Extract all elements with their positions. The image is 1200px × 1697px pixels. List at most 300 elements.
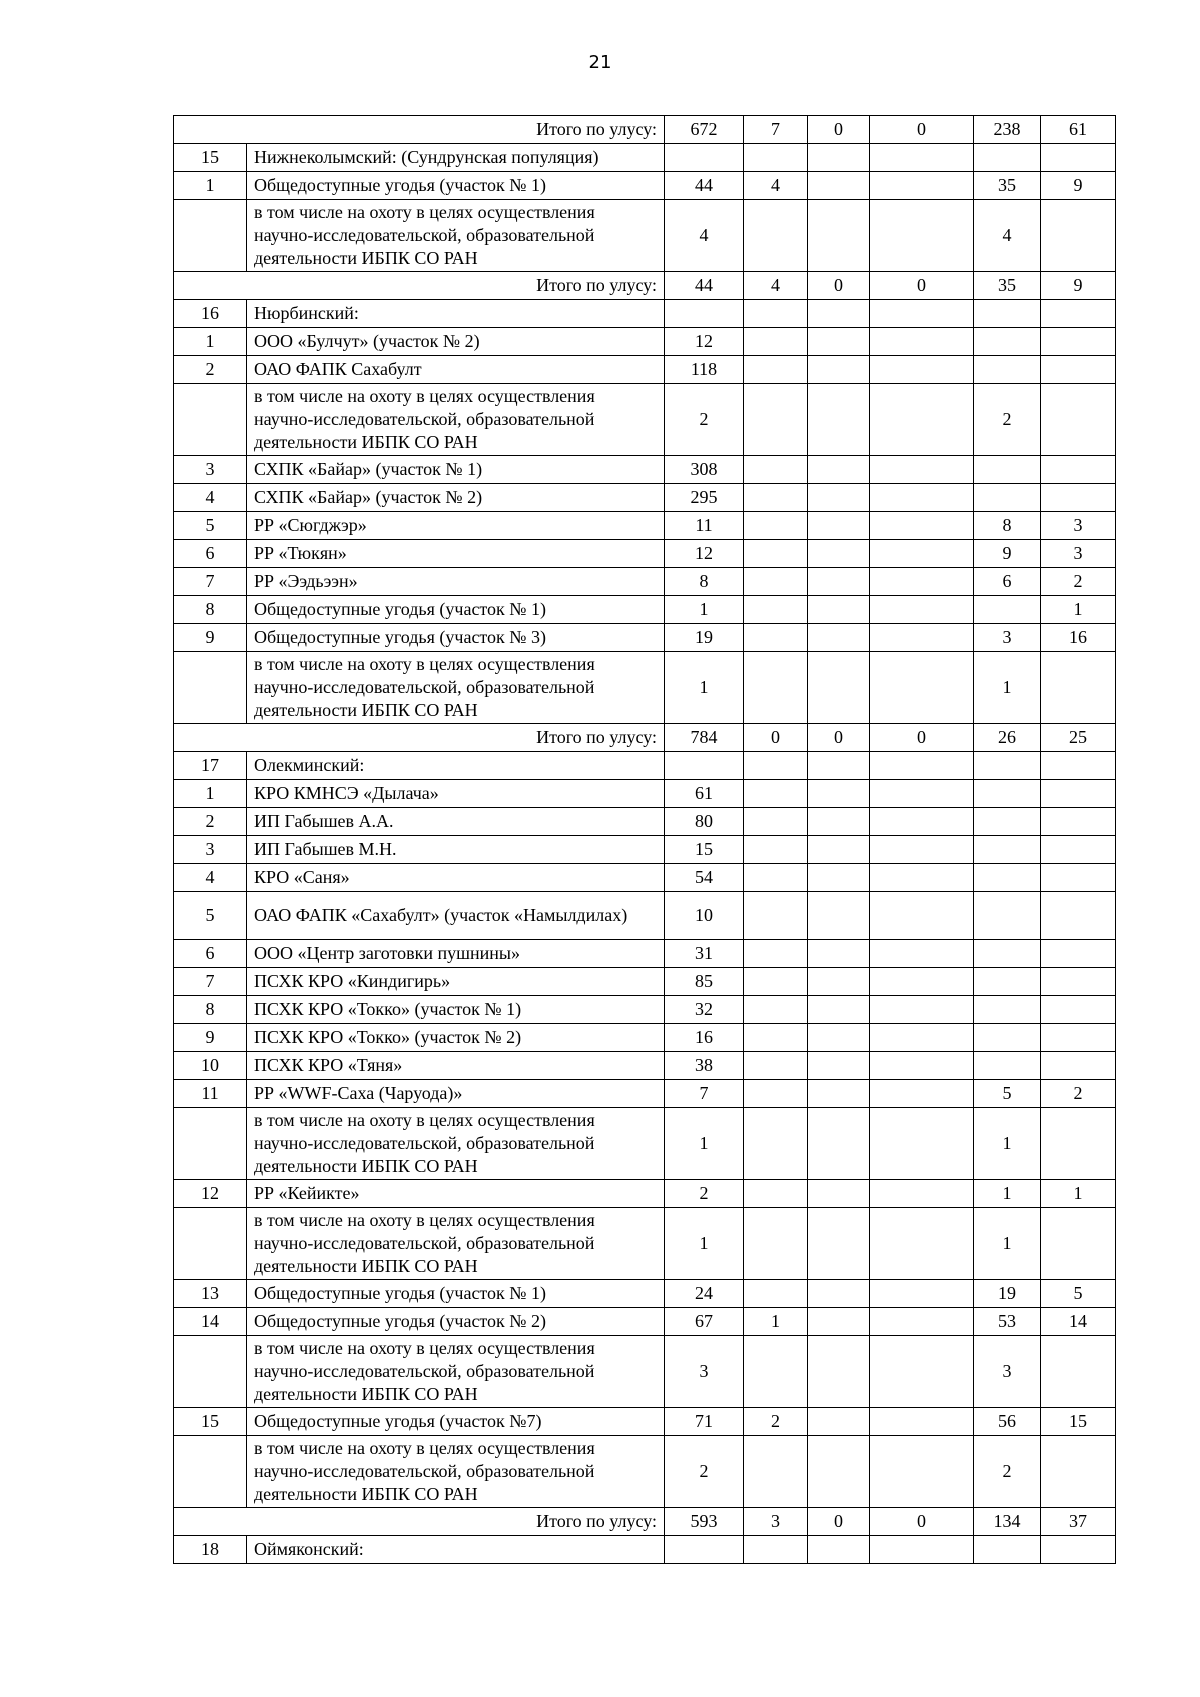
quota-table xyxy=(173,115,1116,1564)
row-number: 1 xyxy=(174,328,247,356)
total-label: Итого по улусу: xyxy=(174,272,665,300)
value-cell: 6 xyxy=(974,568,1041,596)
value-cell: 26 xyxy=(974,724,1041,752)
value-cell: 0 xyxy=(808,1508,870,1536)
value-cell xyxy=(974,1052,1041,1080)
value-cell xyxy=(744,1080,808,1108)
value-cell xyxy=(870,1024,974,1052)
value-cell: 4 xyxy=(665,200,744,272)
value-cell xyxy=(870,200,974,272)
value-cell xyxy=(808,968,870,996)
table-row xyxy=(174,1080,1116,1108)
value-cell xyxy=(744,356,808,384)
empty-cell xyxy=(870,1536,974,1564)
value-cell: 25 xyxy=(1041,724,1116,752)
value-cell xyxy=(808,940,870,968)
row-name: ПСХК КРО «Токко» (участок № 1) xyxy=(247,996,665,1024)
value-cell xyxy=(808,512,870,540)
row-name: Общедоступные угодья (участок № 2) xyxy=(247,1308,665,1336)
value-cell xyxy=(744,780,808,808)
value-cell xyxy=(870,1052,974,1080)
value-cell: 12 xyxy=(665,540,744,568)
value-cell xyxy=(808,1052,870,1080)
value-cell xyxy=(808,356,870,384)
row-number: 3 xyxy=(174,456,247,484)
value-cell: 24 xyxy=(665,1280,744,1308)
value-cell xyxy=(744,1180,808,1208)
empty-cell xyxy=(744,300,808,328)
row-number xyxy=(174,652,247,724)
value-cell: 5 xyxy=(1041,1280,1116,1308)
table-row xyxy=(174,540,1116,568)
value-cell xyxy=(870,652,974,724)
row-number: 4 xyxy=(174,484,247,512)
value-cell xyxy=(974,596,1041,624)
value-cell: 7 xyxy=(744,116,808,144)
value-cell: 118 xyxy=(665,356,744,384)
value-cell xyxy=(1041,384,1116,456)
row-number: 8 xyxy=(174,996,247,1024)
row-name: в том числе на охоту в целях осуществления научно-исследовательской, образовательной деятельности ИБПК СО РАН xyxy=(247,1336,665,1408)
total-row xyxy=(174,272,1116,300)
value-cell: 15 xyxy=(665,836,744,864)
value-cell: 1 xyxy=(1041,1180,1116,1208)
row-name: Общедоступные угодья (участок № 1) xyxy=(247,172,665,200)
value-cell: 37 xyxy=(1041,1508,1116,1536)
value-cell xyxy=(1041,356,1116,384)
value-cell xyxy=(1041,1336,1116,1408)
value-cell: 3 xyxy=(744,1508,808,1536)
value-cell xyxy=(870,540,974,568)
table-row xyxy=(174,1308,1116,1336)
value-cell xyxy=(974,484,1041,512)
empty-cell xyxy=(974,752,1041,780)
value-cell: 3 xyxy=(974,624,1041,652)
value-cell xyxy=(974,456,1041,484)
value-cell: 32 xyxy=(665,996,744,1024)
value-cell xyxy=(1041,892,1116,940)
empty-cell xyxy=(974,300,1041,328)
empty-cell xyxy=(665,1536,744,1564)
value-cell: 2 xyxy=(744,1408,808,1436)
row-number: 7 xyxy=(174,968,247,996)
value-cell: 0 xyxy=(744,724,808,752)
value-cell xyxy=(808,892,870,940)
row-number xyxy=(174,1436,247,1508)
value-cell xyxy=(870,1180,974,1208)
row-number: 9 xyxy=(174,624,247,652)
row-name: КРО КМНСЭ «Дылача» xyxy=(247,780,665,808)
value-cell xyxy=(870,456,974,484)
value-cell xyxy=(808,172,870,200)
value-cell xyxy=(1041,200,1116,272)
empty-cell xyxy=(744,144,808,172)
value-cell: 35 xyxy=(974,272,1041,300)
total-label: Итого по улусу: xyxy=(174,116,665,144)
value-cell xyxy=(1041,484,1116,512)
value-cell: 14 xyxy=(1041,1308,1116,1336)
value-cell: 9 xyxy=(1041,172,1116,200)
value-cell xyxy=(1041,1208,1116,1280)
row-name: ИП Габышев М.Н. xyxy=(247,836,665,864)
value-cell: 12 xyxy=(665,328,744,356)
row-name: РР «Ээдьээн» xyxy=(247,568,665,596)
row-number: 2 xyxy=(174,808,247,836)
total-label: Итого по улусу: xyxy=(174,1508,665,1536)
row-number: 15 xyxy=(174,1408,247,1436)
value-cell: 53 xyxy=(974,1308,1041,1336)
value-cell xyxy=(974,864,1041,892)
total-label: Итого по улусу: xyxy=(174,724,665,752)
value-cell xyxy=(974,328,1041,356)
table-row xyxy=(174,1180,1116,1208)
row-name: Общедоступные угодья (участок № 1) xyxy=(247,596,665,624)
value-cell xyxy=(974,780,1041,808)
value-cell xyxy=(744,1280,808,1308)
value-cell xyxy=(1041,968,1116,996)
row-name: в том числе на охоту в целях осуществления научно-исследовательской, образовательной деятельности ИБПК СО РАН xyxy=(247,1208,665,1280)
value-cell: 0 xyxy=(808,272,870,300)
value-cell xyxy=(974,808,1041,836)
table-row xyxy=(174,808,1116,836)
table-row xyxy=(174,1408,1116,1436)
value-cell xyxy=(1041,1052,1116,1080)
value-cell xyxy=(1041,1024,1116,1052)
value-cell xyxy=(1041,652,1116,724)
value-cell: 4 xyxy=(744,272,808,300)
empty-cell xyxy=(808,752,870,780)
section-number: 17 xyxy=(174,752,247,780)
section-row xyxy=(174,144,1116,172)
empty-cell xyxy=(744,752,808,780)
table-row xyxy=(174,1052,1116,1080)
section-number: 16 xyxy=(174,300,247,328)
empty-cell xyxy=(974,144,1041,172)
value-cell: 672 xyxy=(665,116,744,144)
value-cell: 238 xyxy=(974,116,1041,144)
value-cell xyxy=(808,1024,870,1052)
table-row xyxy=(174,864,1116,892)
value-cell: 2 xyxy=(974,384,1041,456)
value-cell: 11 xyxy=(665,512,744,540)
value-cell xyxy=(870,568,974,596)
row-number xyxy=(174,200,247,272)
row-name: РР «Тюкян» xyxy=(247,540,665,568)
value-cell: 0 xyxy=(808,724,870,752)
value-cell: 2 xyxy=(974,1436,1041,1508)
value-cell xyxy=(744,200,808,272)
row-number: 12 xyxy=(174,1180,247,1208)
value-cell: 0 xyxy=(870,724,974,752)
row-number: 5 xyxy=(174,892,247,940)
empty-cell xyxy=(870,752,974,780)
value-cell: 2 xyxy=(1041,1080,1116,1108)
value-cell xyxy=(870,356,974,384)
table-row xyxy=(174,384,1116,456)
value-cell xyxy=(870,836,974,864)
table-row xyxy=(174,596,1116,624)
value-cell xyxy=(974,836,1041,864)
value-cell xyxy=(870,808,974,836)
total-row xyxy=(174,116,1116,144)
value-cell: 85 xyxy=(665,968,744,996)
value-cell xyxy=(870,892,974,940)
row-name: РР «Сюгджэр» xyxy=(247,512,665,540)
section-number: 18 xyxy=(174,1536,247,1564)
value-cell: 8 xyxy=(974,512,1041,540)
value-cell xyxy=(808,568,870,596)
value-cell: 71 xyxy=(665,1408,744,1436)
section-name: Олекминский: xyxy=(247,752,665,780)
value-cell xyxy=(870,328,974,356)
value-cell xyxy=(808,1080,870,1108)
value-cell xyxy=(744,568,808,596)
table-row xyxy=(174,200,1116,272)
value-cell: 61 xyxy=(665,780,744,808)
value-cell xyxy=(744,652,808,724)
row-name: в том числе на охоту в целях осуществления научно-исследовательской, образовательной деятельности ИБПК СО РАН xyxy=(247,652,665,724)
value-cell xyxy=(808,836,870,864)
value-cell xyxy=(744,1108,808,1180)
value-cell: 1 xyxy=(665,1208,744,1280)
value-cell xyxy=(744,968,808,996)
table-row xyxy=(174,172,1116,200)
value-cell: 1 xyxy=(665,596,744,624)
table-row xyxy=(174,940,1116,968)
row-name: РР «WWF-Саха (Чаруода)» xyxy=(247,1080,665,1108)
row-name: ОАО ФАПК «Сахабулт» (участок «Намылдилах) xyxy=(247,892,665,940)
row-name: КРО «Саня» xyxy=(247,864,665,892)
value-cell: 44 xyxy=(665,272,744,300)
value-cell xyxy=(808,1180,870,1208)
value-cell: 1 xyxy=(665,1108,744,1180)
empty-cell xyxy=(1041,144,1116,172)
value-cell xyxy=(870,864,974,892)
value-cell xyxy=(1041,836,1116,864)
value-cell: 2 xyxy=(665,1436,744,1508)
value-cell: 1 xyxy=(1041,596,1116,624)
table-row xyxy=(174,1024,1116,1052)
row-name: в том числе на охоту в целях осуществления научно-исследовательской, образовательной деятельности ИБПК СО РАН xyxy=(247,200,665,272)
empty-cell xyxy=(1041,300,1116,328)
value-cell xyxy=(744,384,808,456)
table-row xyxy=(174,328,1116,356)
table-row xyxy=(174,652,1116,724)
value-cell xyxy=(1041,996,1116,1024)
row-name: СХПК «Байар» (участок № 2) xyxy=(247,484,665,512)
value-cell xyxy=(808,1436,870,1508)
value-cell xyxy=(974,996,1041,1024)
row-number: 10 xyxy=(174,1052,247,1080)
value-cell xyxy=(1041,940,1116,968)
table-row xyxy=(174,568,1116,596)
value-cell: 0 xyxy=(808,116,870,144)
row-number: 7 xyxy=(174,568,247,596)
value-cell xyxy=(808,484,870,512)
section-name: Оймяконский: xyxy=(247,1536,665,1564)
value-cell xyxy=(744,328,808,356)
value-cell xyxy=(744,940,808,968)
row-name: ПСХК КРО «Тяня» xyxy=(247,1052,665,1080)
value-cell xyxy=(870,1280,974,1308)
value-cell: 1 xyxy=(974,1208,1041,1280)
value-cell xyxy=(808,540,870,568)
value-cell xyxy=(808,456,870,484)
row-number xyxy=(174,1208,247,1280)
row-name: ООО «Булчут» (участок № 2) xyxy=(247,328,665,356)
row-number xyxy=(174,384,247,456)
value-cell: 16 xyxy=(1041,624,1116,652)
row-number: 2 xyxy=(174,356,247,384)
table-row xyxy=(174,996,1116,1024)
value-cell xyxy=(870,1336,974,1408)
value-cell xyxy=(808,328,870,356)
value-cell xyxy=(870,968,974,996)
value-cell xyxy=(1041,456,1116,484)
value-cell xyxy=(1041,328,1116,356)
table-row xyxy=(174,892,1116,940)
table-row xyxy=(174,1208,1116,1280)
value-cell xyxy=(870,1308,974,1336)
value-cell: 134 xyxy=(974,1508,1041,1536)
value-cell: 35 xyxy=(974,172,1041,200)
value-cell xyxy=(744,1052,808,1080)
row-name: ИП Габышев А.А. xyxy=(247,808,665,836)
value-cell: 1 xyxy=(665,652,744,724)
value-cell: 0 xyxy=(870,116,974,144)
row-number: 5 xyxy=(174,512,247,540)
value-cell: 0 xyxy=(870,272,974,300)
value-cell: 56 xyxy=(974,1408,1041,1436)
value-cell xyxy=(744,456,808,484)
value-cell: 67 xyxy=(665,1308,744,1336)
value-cell xyxy=(808,596,870,624)
section-row xyxy=(174,300,1116,328)
table-body xyxy=(174,116,1116,1564)
row-number: 6 xyxy=(174,540,247,568)
table-row xyxy=(174,1336,1116,1408)
value-cell xyxy=(870,484,974,512)
value-cell xyxy=(1041,1436,1116,1508)
value-cell xyxy=(974,940,1041,968)
empty-cell xyxy=(1041,752,1116,780)
value-cell xyxy=(870,1436,974,1508)
row-name: Общедоступные угодья (участок № 1) xyxy=(247,1280,665,1308)
value-cell: 19 xyxy=(974,1280,1041,1308)
value-cell: 295 xyxy=(665,484,744,512)
table-row xyxy=(174,1108,1116,1180)
value-cell xyxy=(1041,780,1116,808)
value-cell xyxy=(870,1208,974,1280)
value-cell: 4 xyxy=(744,172,808,200)
value-cell xyxy=(974,356,1041,384)
row-number xyxy=(174,1336,247,1408)
table-row xyxy=(174,624,1116,652)
section-number: 15 xyxy=(174,144,247,172)
value-cell xyxy=(870,780,974,808)
table-row xyxy=(174,1436,1116,1508)
row-name: ОАО ФАПК Сахабулт xyxy=(247,356,665,384)
empty-cell xyxy=(808,300,870,328)
value-cell xyxy=(744,540,808,568)
value-cell xyxy=(808,1208,870,1280)
value-cell xyxy=(744,836,808,864)
row-name: в том числе на охоту в целях осуществления научно-исследовательской, образовательной деятельности ИБПК СО РАН xyxy=(247,384,665,456)
value-cell xyxy=(870,512,974,540)
value-cell: 784 xyxy=(665,724,744,752)
value-cell: 4 xyxy=(974,200,1041,272)
value-cell: 38 xyxy=(665,1052,744,1080)
value-cell xyxy=(808,808,870,836)
value-cell xyxy=(744,512,808,540)
row-number: 4 xyxy=(174,864,247,892)
empty-cell xyxy=(665,144,744,172)
row-name: РР «Кейикте» xyxy=(247,1180,665,1208)
value-cell: 10 xyxy=(665,892,744,940)
row-name: в том числе на охоту в целях осуществления научно-исследовательской, образовательной деятельности ИБПК СО РАН xyxy=(247,1436,665,1508)
value-cell: 1 xyxy=(974,1108,1041,1180)
row-name: Общедоступные угодья (участок № 3) xyxy=(247,624,665,652)
value-cell: 3 xyxy=(974,1336,1041,1408)
value-cell: 2 xyxy=(1041,568,1116,596)
value-cell: 3 xyxy=(665,1336,744,1408)
value-cell: 80 xyxy=(665,808,744,836)
value-cell xyxy=(744,1024,808,1052)
value-cell: 5 xyxy=(974,1080,1041,1108)
empty-cell xyxy=(808,144,870,172)
value-cell xyxy=(744,1208,808,1280)
value-cell: 31 xyxy=(665,940,744,968)
value-cell xyxy=(974,892,1041,940)
value-cell xyxy=(870,996,974,1024)
row-number: 1 xyxy=(174,172,247,200)
value-cell: 1 xyxy=(744,1308,808,1336)
table-row xyxy=(174,1280,1116,1308)
table-row xyxy=(174,836,1116,864)
value-cell xyxy=(870,1080,974,1108)
row-name: ООО «Центр заготовки пушнины» xyxy=(247,940,665,968)
value-cell xyxy=(744,1336,808,1408)
table-row xyxy=(174,780,1116,808)
page-number: 21 xyxy=(588,52,612,73)
value-cell: 61 xyxy=(1041,116,1116,144)
table-row xyxy=(174,512,1116,540)
value-cell xyxy=(808,200,870,272)
value-cell xyxy=(808,864,870,892)
value-cell xyxy=(744,596,808,624)
row-number: 6 xyxy=(174,940,247,968)
empty-cell xyxy=(744,1536,808,1564)
value-cell xyxy=(744,996,808,1024)
value-cell: 19 xyxy=(665,624,744,652)
value-cell xyxy=(808,996,870,1024)
value-cell: 308 xyxy=(665,456,744,484)
value-cell: 8 xyxy=(665,568,744,596)
value-cell: 16 xyxy=(665,1024,744,1052)
table-row xyxy=(174,456,1116,484)
value-cell xyxy=(1041,808,1116,836)
row-name: в том числе на охоту в целях осуществления научно-исследовательской, образовательной деятельности ИБПК СО РАН xyxy=(247,1108,665,1180)
empty-cell xyxy=(808,1536,870,1564)
value-cell: 1 xyxy=(974,652,1041,724)
row-name: ПСХК КРО «Токко» (участок № 2) xyxy=(247,1024,665,1052)
value-cell xyxy=(1041,1108,1116,1180)
value-cell xyxy=(870,596,974,624)
value-cell xyxy=(808,624,870,652)
value-cell: 15 xyxy=(1041,1408,1116,1436)
row-number: 9 xyxy=(174,1024,247,1052)
value-cell xyxy=(808,1280,870,1308)
